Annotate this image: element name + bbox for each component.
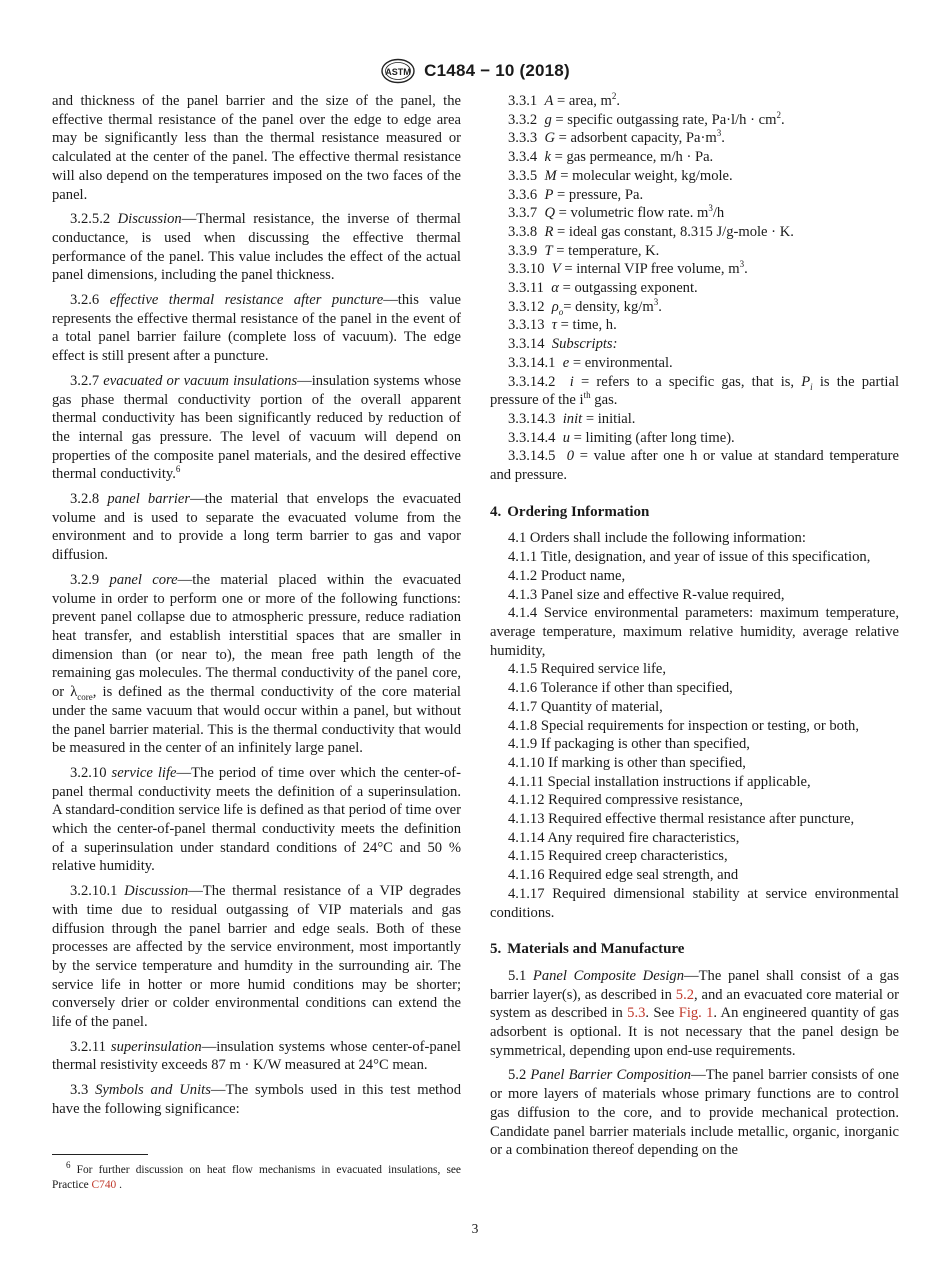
ordering-item: 4.1.1 Title, designation, and year of issue of this specification, [508, 549, 871, 566]
ordering-item: 4.1.4 Service environmental parameters: maximum temperature, average temperature, maximum relative humidity, average relative humidity, [490, 605, 899, 659]
ordering-item: 4.1.7 Quantity of material, [508, 698, 663, 715]
astm-logo-icon [380, 58, 416, 84]
section-3-2-10-1: 3.2.10.1 Discussion—The thermal resistance of a VIP degrades with time due to residual outgassing of VIP materials and gas diffusion through the panel barrier and edge seals. Both of these processes are affected by the service environment, most importantly by the service temperature and humdity in the surrounding air. The service life in hotter or more humid conditions may be shorter; conversely drier or colder environmental conditions can extend the life of the panel. [52, 883, 461, 1031]
section-3-2-8: 3.2.8 panel barrier—the material that envelops the evacuated volume and is used to separate the evacuated volume from the environment and to provide a long term barrier to gas and vapor diffusion. [52, 491, 461, 564]
symbol-item: 3.3.4 k = gas permeance, m/h · Pa. [508, 149, 714, 166]
ordering-item: 4.1.2 Product name, [508, 567, 626, 584]
symbol-item: 3.3.5 M = molecular weight, kg/mole. [508, 167, 733, 184]
section-5-2: 5.2 Panel Barrier Composition—The panel barrier consists of one or more layers of materials whose primary functions are to control gas diffusion to the core, and to provide mechanical protection. Candidate panel barrier materials include metallic, organic, inorganic or a combination thereof depending on the [490, 1067, 899, 1159]
link-fig-1[interactable]: Fig. 1 [678, 1005, 714, 1022]
symbol-item: 3.3.14.3 init = initial. [508, 410, 636, 427]
symbol-item: 3.3.8 R = ideal gas constant, 8.315 J/g-mole · K. [508, 223, 794, 240]
section-3-2-7: 3.2.7 evacuated or vacuum insulations—insulation systems whose gas phase thermal conductivity portion of the overall apparent thermal conductivity has been significantly reduced by reduction of the internal gas pressure. The level of vacuum will depend on properties of the composite panel materials, and the desired effective thermal conductivity.$^6$ [52, 372, 461, 483]
ordering-item: 4.1.9 If packaging is other than specified, [508, 736, 750, 753]
symbol-item: 3.3.2 g = specific outgassing rate, $Pa\cdot l/h \cdot cm^2$. [508, 109, 785, 128]
footnote: $^6$ For further discussion on heat flow mechanisms in evacuated insulations, see Practice C740 . [52, 1160, 461, 1191]
section-heading-5: 5. Materials and Manufacture [490, 941, 685, 958]
link-5-2[interactable]: 5.2 [675, 986, 695, 1003]
symbol-item: 3.3.14.5 0 = value after one h or value at standard temperature and pressure. [490, 448, 899, 484]
section-3-2-6: 3.2.6 effective thermal resistance after puncture—this value represents the effective thermal resistance of the panel in the event of a total panel barrier failure (complete loss of vacuum). The edge effect is still present after a puncture. [52, 292, 461, 365]
symbol-item: 3.3.7 Q = volumetric flow rate. $m^3/h$ [508, 203, 725, 222]
paragraph-continued: and thickness of the panel barrier and the size of the panel, the effective thermal resistance of the panel over the edge to edge area may be significantly less than the thermal resistance measured or calculated at the center of the panel. The effective thermal resistance will also depend on the temperatures imposed on the two faces of the panel. [52, 93, 461, 203]
section-3-2-9: 3.2.9 panel core—the material placed within the evacuated volume in order to perform one or more of the following functions: prevent panel collapse due to atmospheric pressure, reduce radiation heat transfer, and establish interstitial spaces that are smaller in dimension than (or near to), the mean free path length of the remaining gas molecules. The thermal conductivity of the panel core, or $\lambda_{core}$, is defined as the thermal conductivity of the core material under the same vacuum that would occur within a panel, but without the panel barrier material. This is the thermal conductivity that would be measured in the center of an infinitely large panel. [52, 571, 462, 757]
logo-text: ASTM [385, 67, 411, 77]
section-3-2-11: 3.2.11 superinsulation—insulation systems whose center-of-panel thermal resistivity exceeds 87 m · K/W measured at 24°C mean. [52, 1038, 461, 1074]
ordering-item: 4.1.15 Required creep characteristics, [508, 848, 728, 865]
ordering-item: 4.1.3 Panel size and effective R-value required, [508, 586, 785, 603]
page-header [0, 56, 950, 86]
ordering-item: 4.1.14 Any required fire characteristics, [508, 829, 740, 846]
symbol-item: 3.3.13 τ = time, h. [508, 317, 617, 334]
symbol-item: 3.3.14.1 e = environmental. [508, 354, 673, 371]
footnote-link-c740[interactable]: C740 [91, 1179, 117, 1191]
section-3-2-5-2: 3.2.5.2 Discussion—Thermal resistance, the inverse of thermal conductance, is used when discussing the effective thermal performance of the panel. This value includes the effect of the actual panel dimensions, including the panel thickness. [52, 211, 461, 284]
symbol-item: 3.3.10 V = internal VIP free volume, $m^3$. [508, 259, 748, 278]
section-3-3: 3.3 Symbols and Units—The symbols used in this test method have the following significance: [52, 1082, 461, 1117]
ordering-item: 4.1.12 Required compressive resistance, [508, 792, 744, 809]
ordering-item: 4.1.11 Special installation instructions if applicable, [508, 773, 811, 790]
symbols-list [490, 92, 899, 298]
ordering-item: 4.1.17 Required dimensional stability at service environmental conditions. [490, 885, 899, 921]
page-number: 3 [471, 1221, 479, 1236]
symbol-item: 3.3.12 $\rho_o=$ density, $kg/m^3$. [508, 296, 662, 317]
link-5-3[interactable]: 5.3 [627, 1005, 646, 1022]
symbol-item: 3.3.9 T = temperature, K. [508, 242, 660, 259]
left-column [52, 92, 461, 1125]
ordering-item: 4.1.13 Required effective thermal resistance after puncture, [508, 811, 855, 828]
footnote-divider [52, 1154, 148, 1155]
right-column [490, 92, 899, 1160]
symbol-item: 3.3.14.4 u = limiting (after long time). [508, 429, 735, 446]
subscripts-heading: 3.3.14 Subscripts: [508, 336, 618, 353]
section-5-1: 5.1 Panel Composite Design—The panel shall consist of a gas barrier layer(s), as described in 5.2, and an evacuated core material or system as described in 5.3. See Fig. 1. An engineered quantity of gas adsorbent is optional. It is not necessary that the panel design be symmetrical, depending upon end-use requirements. [490, 967, 900, 1059]
symbol-item: 3.3.11 α = outgassing exponent. [508, 280, 698, 297]
footnote-ref: 6 [175, 464, 181, 475]
section-4-1: 4.1 Orders shall include the following information: [508, 530, 806, 547]
ordering-item: 4.1.6 Tolerance if other than specified, [508, 680, 733, 697]
designation-title: C1484 − 10 (2018) [424, 61, 570, 80]
ordering-item: 4.1.8 Special requirements for inspection or testing, or both, [508, 717, 859, 734]
ordering-item: 4.1.5 Required service life, [508, 661, 667, 678]
section-3-2-10: 3.2.10 service life—The period of time over which the center-of-panel thermal conductivity meets the definition of a superinsulation. A standard-condition service life is defined as that period of time over which the center-of-panel thermal conductivity meets the definition of a superinsulation under standard conditions of 24°C and 50 % relative humidity. [52, 764, 461, 875]
symbol-item: 3.3.6 P = pressure, Pa. [508, 186, 644, 203]
ordering-item: 4.1.16 Required edge seal strength, and [508, 867, 739, 884]
section-heading-4: 4. Ordering Information [490, 503, 650, 520]
symbol-item: 3.3.14.2 i = refers to a specific gas, that is, $P_i$ is the partial pressure of the $i^{th}$ gas. [490, 373, 899, 409]
ordering-list [490, 548, 899, 922]
ordering-item: 4.1.10 If marking is other than specified, [508, 754, 746, 771]
symbol-item: 3.3.3 G = adsorbent capacity, $Pa\cdot m^3$. [508, 128, 725, 147]
symbol-item: 3.3.1 A = area, $m^2$. [508, 91, 621, 109]
